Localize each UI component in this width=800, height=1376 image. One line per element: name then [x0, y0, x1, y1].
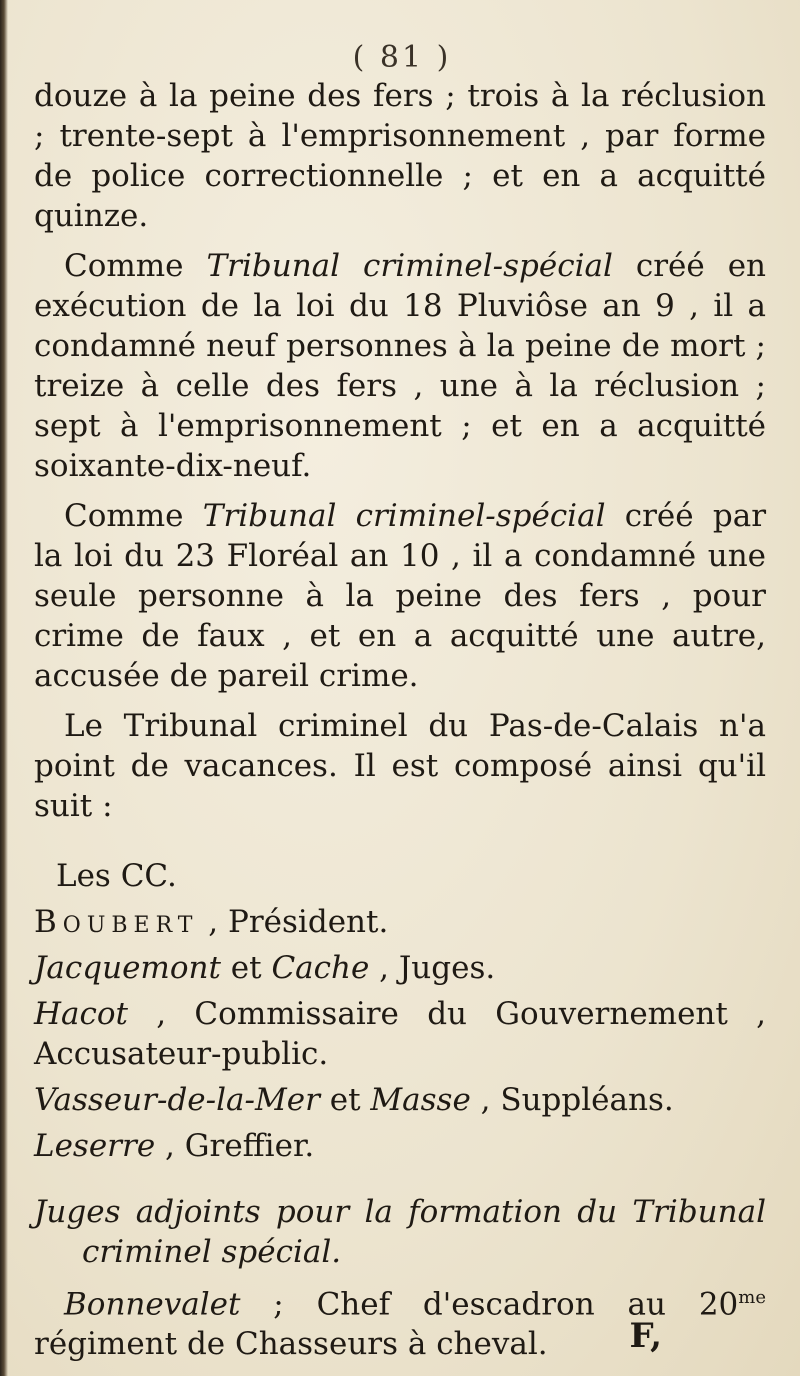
suppleants-role: , Suppléans.: [470, 1082, 674, 1118]
paragraph-1: douze à la peine des fers ; trois à la réclusion ; trente-sept à l'emprisonnement , par forme de police correctionnelle ; et en a acquitté quinze.: [34, 78, 766, 234]
page-body: [34, 76, 766, 1370]
paragraph-2-italic: Tribunal criminel-spécial: [206, 248, 613, 284]
book-page: [22, 0, 782, 1376]
adjoint-role-rest: régiment de Chasseurs à cheval.: [34, 1326, 548, 1363]
adjoint-role-superscript: me: [738, 1287, 766, 1308]
members-heading: Les CC.: [56, 858, 177, 894]
paragraph-3-rest: créé par la loi du 23 Floréal an 10 , il a condamné une seule personne à la peine des fers , pour crime de faux , et en a acquitté une autre, accusée de pareil crime.: [34, 498, 767, 694]
judge-name-1: Jacquemont: [34, 950, 221, 986]
suppleants-entry: [34, 1080, 766, 1120]
paragraph-2: [34, 246, 766, 486]
president-entry: [34, 902, 766, 942]
suppleants-conjunction: et: [319, 1082, 371, 1118]
signature-mark: F,: [629, 1316, 662, 1356]
judges-conjunction: et: [220, 950, 272, 986]
page-number: ( 81 ): [352, 40, 452, 75]
commissaire-entry: [34, 994, 766, 1074]
judge-name-2: Cache: [271, 950, 370, 986]
suppleant-name-1: Vasseur-de-la-Mer: [34, 1082, 320, 1118]
adjoints-heading: Juges adjoints pour la formation du Tribunal criminel spécial.: [34, 1194, 766, 1270]
adjoint-role: ; Chef d'escadron au 20: [240, 1286, 739, 1323]
judges-entry: [34, 948, 766, 988]
page-binding-edge: [0, 0, 8, 1376]
judges-role: , Juges.: [369, 950, 496, 986]
president-name: Boubert: [34, 904, 199, 940]
paragraph-3-prefix: Comme: [64, 498, 203, 534]
paragraph-2-rest: créé en exécution de la loi du 18 Pluviôse an 9 , il a condamné neuf personnes à la peine de mort ; treize à celle des fers , une à la réclusion ; sept à l'emprisonnement ; et en a acquitté soixante-dix-neuf.: [34, 248, 767, 484]
adjoint-name: Bonnevalet: [64, 1286, 241, 1323]
greffier-entry: [34, 1126, 766, 1166]
greffier-name: Leserre: [34, 1128, 156, 1164]
paragraph-3-italic: Tribunal criminel-spécial: [202, 498, 606, 534]
paragraph-2-prefix: Comme: [64, 248, 207, 284]
president-role: , Président.: [198, 904, 389, 940]
paragraph-4: Le Tribunal criminel du Pas-de-Calais n'a point de vacances. Il est composé ainsi qu'il suit :: [34, 708, 766, 824]
commissaire-name: Hacot: [34, 996, 128, 1032]
suppleant-name-2: Masse: [370, 1082, 471, 1118]
greffier-role: , Greffier.: [155, 1128, 315, 1164]
paragraph-3: [34, 496, 766, 696]
commissaire-role: , Commissaire du Gouvernement , Accusateur-public.: [34, 996, 766, 1072]
